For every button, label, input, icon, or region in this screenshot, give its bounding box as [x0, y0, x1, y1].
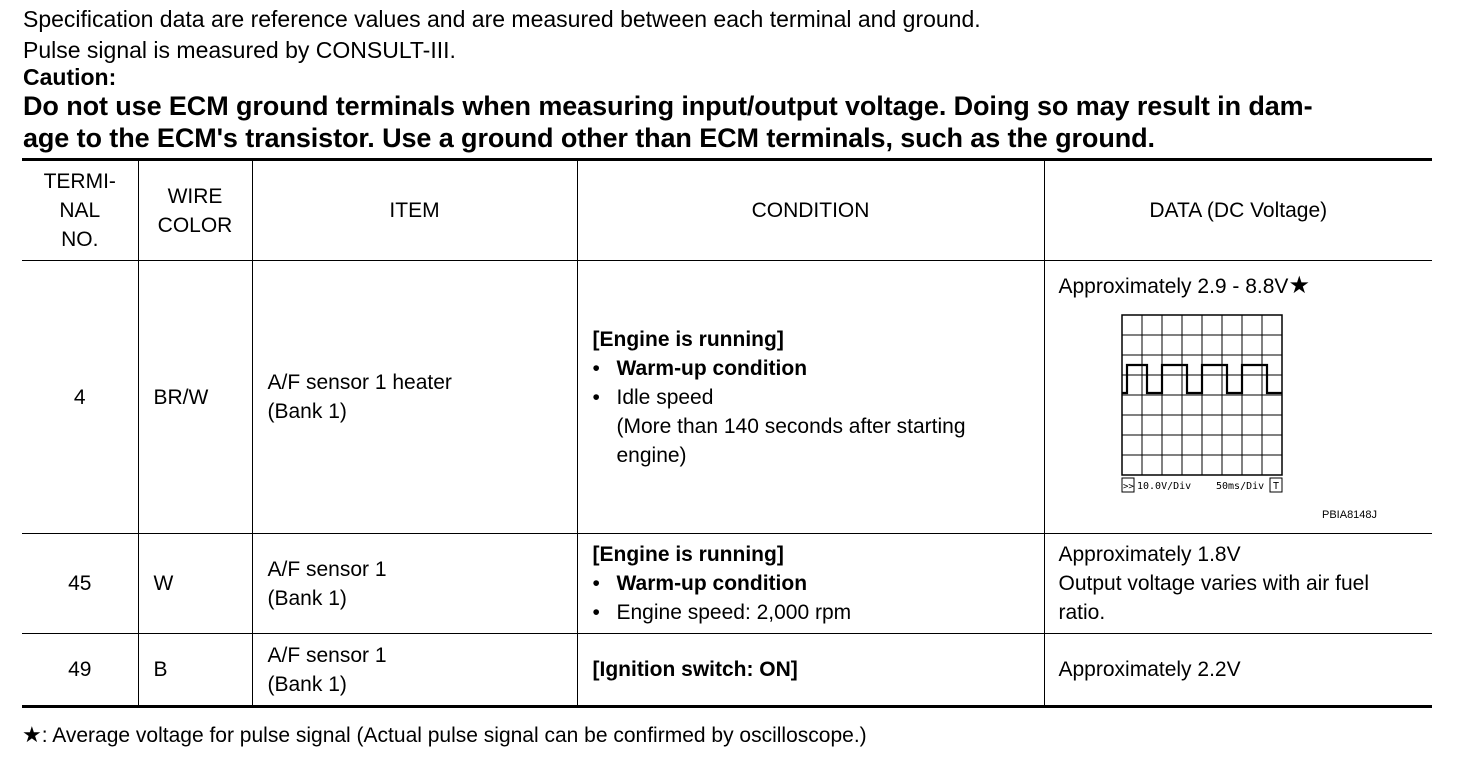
figure-code: PBIA8148J	[1321, 509, 1377, 521]
intro-section	[23, 4, 1443, 154]
caution-text-line2: age to the ECM's transistor. Use a ground other than ECM terminals, such as the ground.	[23, 123, 1155, 153]
condition-cell: [Engine is running] • Warm-up condition • Idle speed (More than 140 seconds after starting engine)	[577, 261, 1044, 534]
pulse-note: Pulse signal is measured by CONSULT-III.	[23, 37, 456, 63]
scope-grid	[1122, 315, 1282, 475]
data-cell	[1044, 261, 1432, 534]
footnote-text: : Average voltage for pulse signal (Actual pulse signal can be confirmed by oscilloscope.)	[41, 724, 867, 747]
wire-color-cell: B	[138, 634, 252, 707]
terminal-cell: 4	[22, 261, 138, 534]
wire-color-cell: BR/W	[138, 261, 252, 534]
scope-time-div: 50ms/Div	[1215, 481, 1264, 492]
spec-note: Specification data are reference values and are measured between each terminal and ground.	[23, 6, 981, 32]
item-cell: A/F sensor 1 (Bank 1)	[252, 534, 577, 634]
bullet: •	[592, 385, 600, 409]
bullet: •	[592, 601, 600, 624]
terminal-cell: 49	[22, 634, 138, 707]
star-icon: ★	[22, 722, 42, 747]
header-data: DATA (DC Voltage)	[1044, 160, 1432, 261]
terminal-spec-table	[22, 158, 1432, 708]
bullet: •	[592, 356, 600, 380]
table-row	[22, 634, 1432, 707]
scope-arrow: >>	[1122, 482, 1134, 492]
header-terminal-no: TERMI- NAL NO.	[22, 160, 138, 261]
header-item: ITEM	[252, 160, 577, 261]
data-cell: Approximately 1.8V Output voltage varies with air fuel ratio.	[1044, 534, 1432, 634]
caution-label: Caution:	[23, 64, 117, 90]
terminal-cell: 45	[22, 534, 138, 634]
bullet: •	[592, 572, 600, 595]
pulse-trace	[1122, 365, 1282, 393]
oscilloscope-waveform	[1117, 313, 1417, 528]
condition-cell: [Engine is running] • Warm-up condition • Engine speed: 2,000 rpm	[577, 534, 1044, 634]
scope-volt-div: 10.0V/Div	[1136, 481, 1191, 492]
footnote	[22, 721, 867, 750]
caution-text-line1: Do not use ECM ground terminals when measuring input/output voltage. Doing so may result in dam-	[23, 91, 1313, 121]
table-row	[22, 261, 1432, 534]
header-wire-color: WIRE COLOR	[138, 160, 252, 261]
header-condition: CONDITION	[577, 160, 1044, 261]
data-value: Approximately 2.9 - 8.8V	[1058, 275, 1289, 298]
wire-color-cell: W	[138, 534, 252, 634]
star-icon: ★	[1288, 272, 1310, 299]
table-row	[22, 534, 1432, 634]
item-cell: A/F sensor 1 (Bank 1)	[252, 634, 577, 707]
condition-cell: [Ignition switch: ON]	[577, 634, 1044, 707]
item-cell: A/F sensor 1 heater (Bank 1)	[252, 261, 577, 534]
scope-t: T	[1272, 481, 1279, 492]
table-header-row	[22, 160, 1432, 261]
data-cell: Approximately 2.2V	[1044, 634, 1432, 707]
